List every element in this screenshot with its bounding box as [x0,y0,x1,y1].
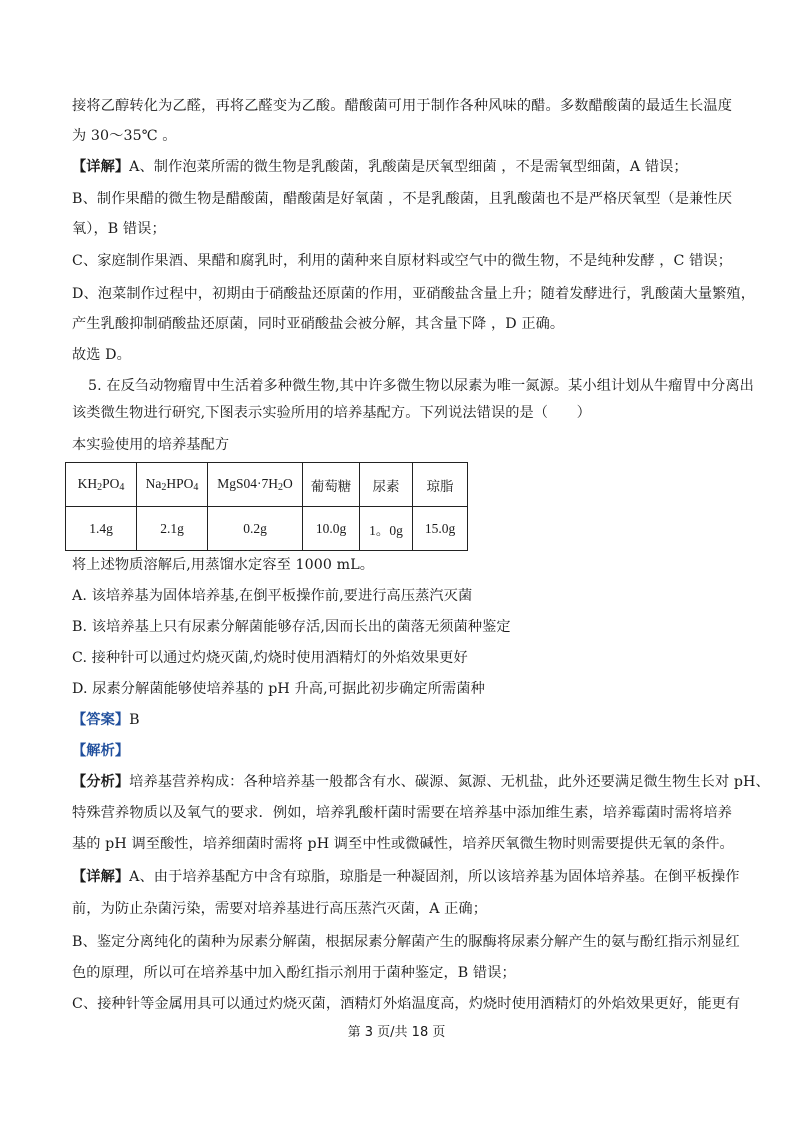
table-cell: 10.0g [303,507,360,551]
table-header-cell: 尿素 [360,463,413,507]
option-d: D. 尿素分解菌能够使培养基的 pH 升高,可据此初步确定所需菌种 [72,681,485,697]
medium-formula-table [65,462,468,551]
table-header-cell: 琼脂 [413,463,468,507]
paragraph-line: 将上述物质溶解后,用蒸馏水定容至 1000 mL。 [72,557,375,573]
paragraph-line: B、鉴定分离纯化的菌种为尿素分解菌，根据尿素分解菌产生的脲酶将尿素分解产生的氨与酚红指示剂显红 [72,934,740,950]
paragraph-line: D、泡菜制作过程中，初期由于硝酸盐还原菌的作用，亚硝酸盐含量上升；随着发酵进行，乳酸菌大量繁殖， [72,286,755,302]
question-5-stem: 5. 在反刍动物瘤胃中生活着多种微生物,其中许多微生物以尿素为唯一氮源。某小组计划从牛瘤胃中分离出 [88,378,754,394]
table-header-cell: $MgS04\cdot 7H_2O$ [208,463,303,507]
analysis-paragraph [72,772,770,792]
paragraph-line: 产生乳酸抑制硝酸盐还原菌，同时亚硝酸盐会被分解，其含量下降 ，D 正确。 [72,316,565,332]
paragraph-line: 特殊营养物质以及氧气的要求．例如，培养乳酸杆菌时需要在培养基中添加维生素，培养霉菌时需将培养 [72,805,732,821]
answer-line [72,710,732,730]
option-c: C. 接种针可以通过灼烧灭菌,灼烧时使用酒精灯的外焰效果更好 [72,650,468,666]
table-value-row [66,507,468,551]
paragraph-line: 为 30～35℃ 。 [72,128,177,144]
paragraph-line: 前，为防止杂菌污染，需要对培养基进行高压蒸汽灭菌，A 正确； [72,901,488,917]
detail-text: A、由于培养基配方中含有琼脂，琼脂是一种凝固剂，所以该培养基为固体培养基。在倒平板操作 [129,869,740,885]
table-cell: 1.4g [66,507,137,551]
detail-tag: 【详解】 [72,159,130,175]
table-header-cell: 葡萄糖 [303,463,360,507]
table-header-row [66,463,468,507]
paragraph-line: 基的 pH 调至酸性，培养细菌时需将 pH 调至中性或微碱性，培养厌氧微生物时则需要提供无氧的条件。 [72,836,734,852]
table-cell: 1。0g [360,507,413,551]
paragraph-line: C、家庭制作果酒、果醋和腐乳时，利用的菌种来自原材料或空气中的微生物，不是纯种发酵 ，C 错误； [72,253,732,269]
table-cell: 0.2g [208,507,303,551]
paragraph-line: B、制作果醋的微生物是醋酸菌，醋酸菌是好氧菌 ，不是乳酸菌，且乳酸菌也不是严格厌氧型（是兼性厌 [72,191,732,207]
page-number-footer: 第 3 页/共 18 页 [347,1025,446,1040]
analysis-text: 培养基营养构成：各种培养基一般都含有水、碳源、氮源、无机盐，此外还要满足微生物生长对 pH、 [129,774,770,790]
option-b: B. 该培养基上只有尿素分解菌能够存活,因而长出的菌落无须菌种鉴定 [72,619,511,635]
table-cell: 2.1g [137,507,208,551]
table-caption: 本实验使用的培养基配方 [72,437,230,453]
option-a: A. 该培养基为固体培养基,在倒平板操作前,要进行高压蒸汽灭菌 [72,588,473,604]
answer-value: B [129,712,140,728]
paragraph-line: 故选 D。 [72,347,131,363]
detail-paragraph [72,867,740,887]
table-cell: 15.0g [413,507,468,551]
table-header-cell: $Na_2HPO_4$ [137,463,208,507]
analysis-sub-tag: 【分析】 [72,774,130,790]
table-header-cell: $KH_2PO_4$ [66,463,137,507]
detail-paragraph [72,157,732,177]
analysis-tag: 【解析】 [72,743,130,759]
paragraph-line: C、接种针等金属用具可以通过灼烧灭菌，酒精灯外焰温度高，灼烧时使用酒精灯的外焰效果更好，能更有 [72,996,741,1012]
paragraph-line: 接将乙醇转化为乙醛，再将乙醛变为乙酸。醋酸菌可用于制作各种风味的醋。多数醋酸菌的最适生长温度 [72,98,732,114]
answer-tag: 【答案】 [72,712,130,728]
question-5-stem: 该类微生物进行研究,下图表示实验所用的培养基配方。下列说法错误的是（ ） [72,405,591,421]
paragraph-line: 氧），B 错误； [72,221,166,237]
detail-tag: 【详解】 [72,869,130,885]
detail-text: A、制作泡菜所需的微生物是乳酸菌，乳酸菌是厌氧型细菌 ，不是需氧型细菌，A 错误； [129,159,688,175]
paragraph-line: 色的原理，所以可在培养基中加入酚红指示剂用于菌种鉴定，B 错误； [72,965,516,981]
